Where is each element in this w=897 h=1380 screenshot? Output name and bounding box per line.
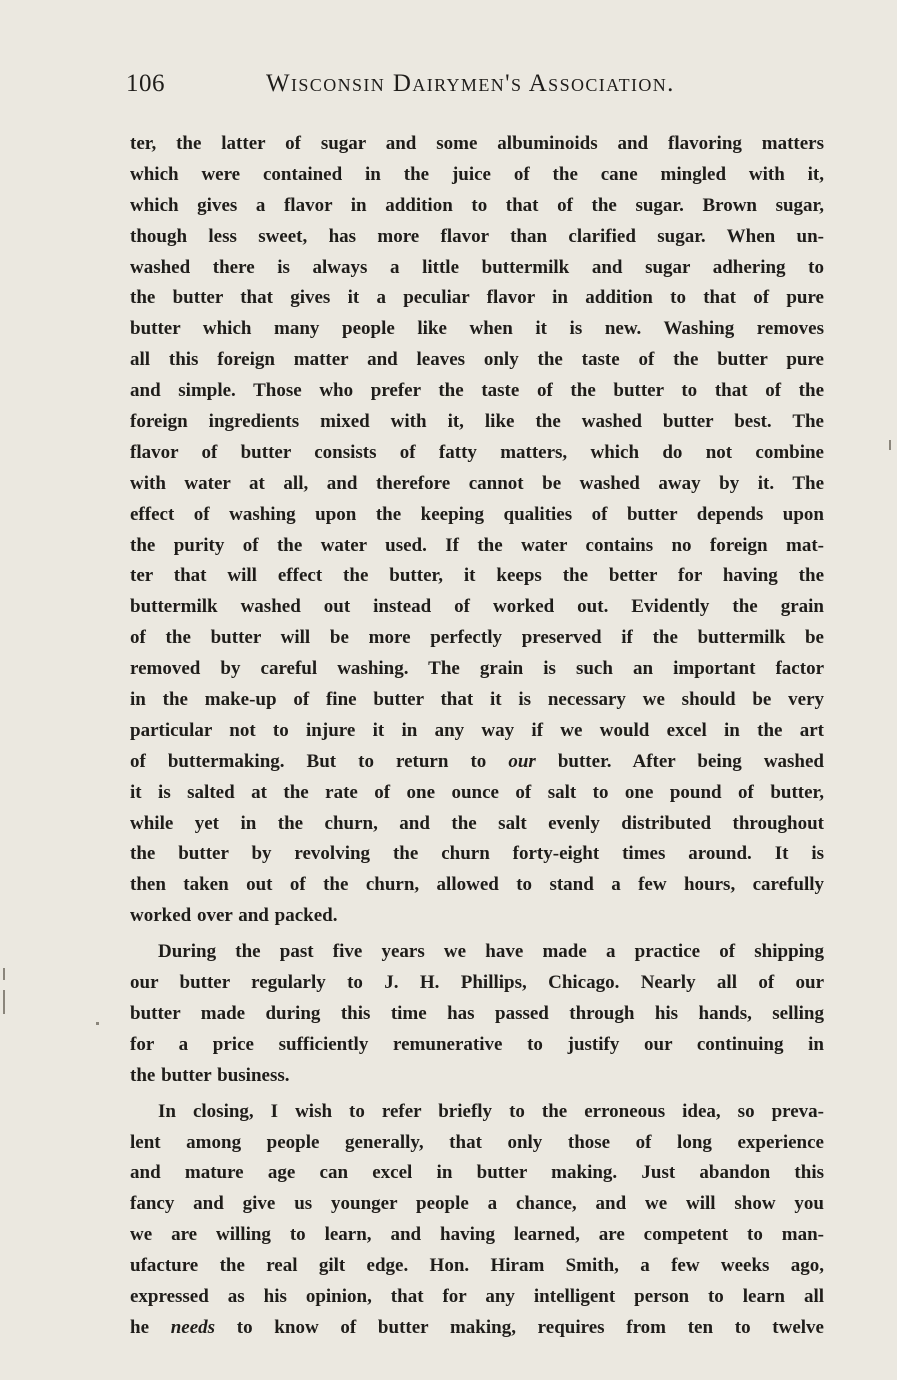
text-line: expressed as his opinion, that for any intelligent person to learn all [130,1285,824,1307]
text-line: flavor of butter consists of fatty matters, which do not combine [130,441,824,463]
text-line: we are willing to learn, and having learned, are competent to man- [130,1224,824,1246]
text-line: with water at all, and therefore cannot be washed away by it. The [130,472,824,494]
text-line: lent among people generally, that only those of long experience [130,1131,824,1153]
text-line: then taken out of the churn, allowed to stand a few hours, carefully [130,874,824,896]
text-line: in the make-up of fine butter that it is necessary we should be very [130,689,824,711]
italic-word: needs [170,1316,216,1338]
text-segment: butter. After being washed [535,750,825,772]
text-line: fancy and give us younger people a chance, and we will show you [130,1193,824,1215]
text-line: though less sweet, has more flavor than clarified sugar. When un- [130,225,824,247]
text-line-with-italic [130,1313,824,1344]
text-line: During the past five years we have made a practice of shipping [158,941,824,963]
text-line: foreign ingredients mixed with it, like the washed butter best. The [130,411,824,433]
text-line: ter, the latter of sugar and some albuminoids and flavoring matters [130,133,824,154]
text-line: all this foreign matter and leaves only the taste of the butter pure [130,349,824,371]
text-line: washed there is always a little buttermilk and sugar adhering to [130,256,824,278]
margin-mark [3,990,5,1014]
text-line: our butter regularly to J. H. Phillips, Chicago. Nearly all of our [130,972,824,994]
margin-mark [3,968,5,980]
text-line: the butter business. [130,1064,290,1086]
text-line: which were contained in the juice of the cane mingled with it, [130,163,824,185]
text-segment: of buttermaking. But to return to [130,750,509,772]
text-line: In closing, I wish to refer briefly to the erroneous idea, so preva- [158,1100,824,1122]
text-line: buttermilk washed out instead of worked out. Evidently the grain [130,596,824,618]
body-text [130,129,824,1344]
paragraph-2 [130,937,824,1091]
text-line: effect of washing upon the keeping qualities of butter depends upon [130,503,824,525]
margin-mark [889,440,891,450]
text-line: while yet in the churn, and the salt evenly distributed throughout [130,812,824,834]
page-number: 106 [126,70,165,97]
text-line: and simple. Those who prefer the taste of the butter to that of the [130,380,824,402]
text-line: the butter that gives it a peculiar flavor in addition to that of pure [130,287,824,309]
text-line: worked over and packed. [130,905,338,927]
text-line: removed by careful washing. The grain is such an important factor [130,658,824,680]
text-line: of the butter will be more perfectly preserved if the buttermilk be [130,627,824,649]
italic-word: our [508,750,536,772]
running-title: Wisconsin Dairymen's Association. [266,70,675,97]
margin-mark [96,1022,99,1025]
text-segment: to know of butter making, requires from ten to twelve [236,1316,824,1338]
text-line: it is salted at the rate of one ounce of salt to one pound of butter, [130,781,824,803]
paragraph-3 [130,1097,824,1344]
text-line: and mature age can excel in butter making. Just abandon this [130,1162,824,1184]
text-line: for a price sufficiently remunerative to justify our continuing in [130,1033,824,1055]
text-line: which gives a flavor in addition to that of the sugar. Brown sugar, [130,194,824,216]
text-line: butter made during this time has passed through his hands, selling [130,1002,824,1024]
text-line-with-italic [130,747,824,778]
text-line: ter that will effect the butter, it keeps the better for having the [130,565,824,587]
paragraph-1 [130,129,824,932]
text-line: ufacture the real gilt edge. Hon. Hiram Smith, a few weeks ago, [130,1255,824,1277]
text-line: the purity of the water used. If the water contains no foreign mat- [130,534,824,556]
page-header [126,70,826,106]
text-line: particular not to injure it in any way if we would excel in the art [130,719,824,741]
text-line: the butter by revolving the churn forty-eight times around. It is [130,843,824,865]
text-segment: he [130,1316,171,1338]
text-line: butter which many people like when it is new. Washing removes [130,318,824,340]
